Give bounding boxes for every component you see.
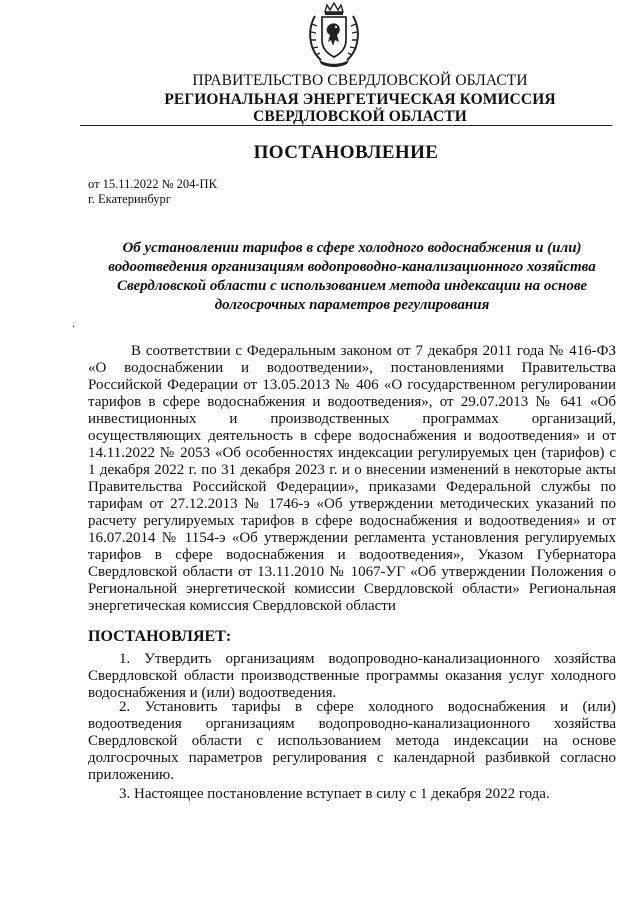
- preamble-paragraph: [88, 343, 616, 615]
- stray-mark: .: [72, 316, 75, 330]
- header-divider: [80, 125, 612, 126]
- preamble-text: В соответствии с Федеральным законом от 7 декабря 2011 года № 416-ФЗ «О водоснабжении и водоотведении», постановлениями Правительства Российской Федерации от 13.05.2013 № 406 «О государственном регулировании тарифов в сфере водоснабжения и водоотведения», от 29.07.2013 № 641 «Об инвестиционных и производственных программах организаций, осуществляющих деятельность в сфере водоснабжения и водоотведения» и от 14.11.2022 № 2053 «Об особенностях индексации регулируемых цен (тарифов) с 1 декабря 2022 г. по 31 декабря 2023 г. и о внесении изменений в некоторые акты Правительства Российской Федерации», приказами Федеральной службы по тарифам от 27.12.2013 № 1746-э «Об утверждении методических указаний по расчету регулируемых тарифов в сфере водоснабжения и водоотведения» и от 16.07.2014 № 1154-э «Об утверждении регламента установления регулируемых тарифов в сфере водоснабжения и водоотведения», Указом Губернатора Свердловской области от 13.11.2010 № 1067-УГ «Об утверждении Положения о Региональной энергетической комиссии Свердловской области» Региональная энергетическая комиссия Свердловской области: [88, 343, 616, 614]
- decree-item-1: [88, 651, 616, 702]
- decree-item-3: [88, 786, 616, 803]
- document-subject: Об установлении тарифов в сфере холодного водоснабжения и (или) водоотведения организациям водопроводно-канализационного хозяйства Свердловской области с использованием метода индексации на основе долгосрочных параметров регулирования: [108, 240, 596, 313]
- document-date-number: от 15.11.2022 № 204-ПК: [88, 177, 217, 191]
- decree-item-2-text: 2. Установить тарифы в сфере холодного водоснабжения и (или) водоотведения организациям водопроводно-канализационного хозяйства Свердловской области с использованием метода индексации на основе долгосрочных параметров регулирования с календарной разбивкой согласно приложению.: [88, 699, 616, 783]
- document-city: г. Екатеринбург: [88, 192, 171, 206]
- decree-item-3-text: 3. Настоящее постановление вступает в силу с 1 декабря 2022 года.: [119, 786, 550, 802]
- decree-item-1-text: 1. Утвердить организациям водопроводно-канализационного хозяйства Свердловской области производственные программы оказания услуг холодного водоснабжения и (или) водоотведения.: [88, 651, 616, 701]
- decree-word: ПОСТАНОВЛЯЕТ:: [88, 628, 232, 645]
- commission-region: СВЕРДЛОВСКОЙ ОБЛАСТИ: [253, 108, 467, 125]
- commission-name: РЕГИОНАЛЬНАЯ ЭНЕРГЕТИЧЕСКАЯ КОМИССИЯ: [164, 91, 556, 108]
- decree-item-2: [88, 699, 616, 784]
- coat-of-arms-icon: [303, 2, 365, 68]
- document-type-title: ПОСТАНОВЛЕНИЕ: [253, 142, 439, 163]
- government-name: ПРАВИТЕЛЬСТВО СВЕРДЛОВСКОЙ ОБЛАСТИ: [192, 72, 528, 89]
